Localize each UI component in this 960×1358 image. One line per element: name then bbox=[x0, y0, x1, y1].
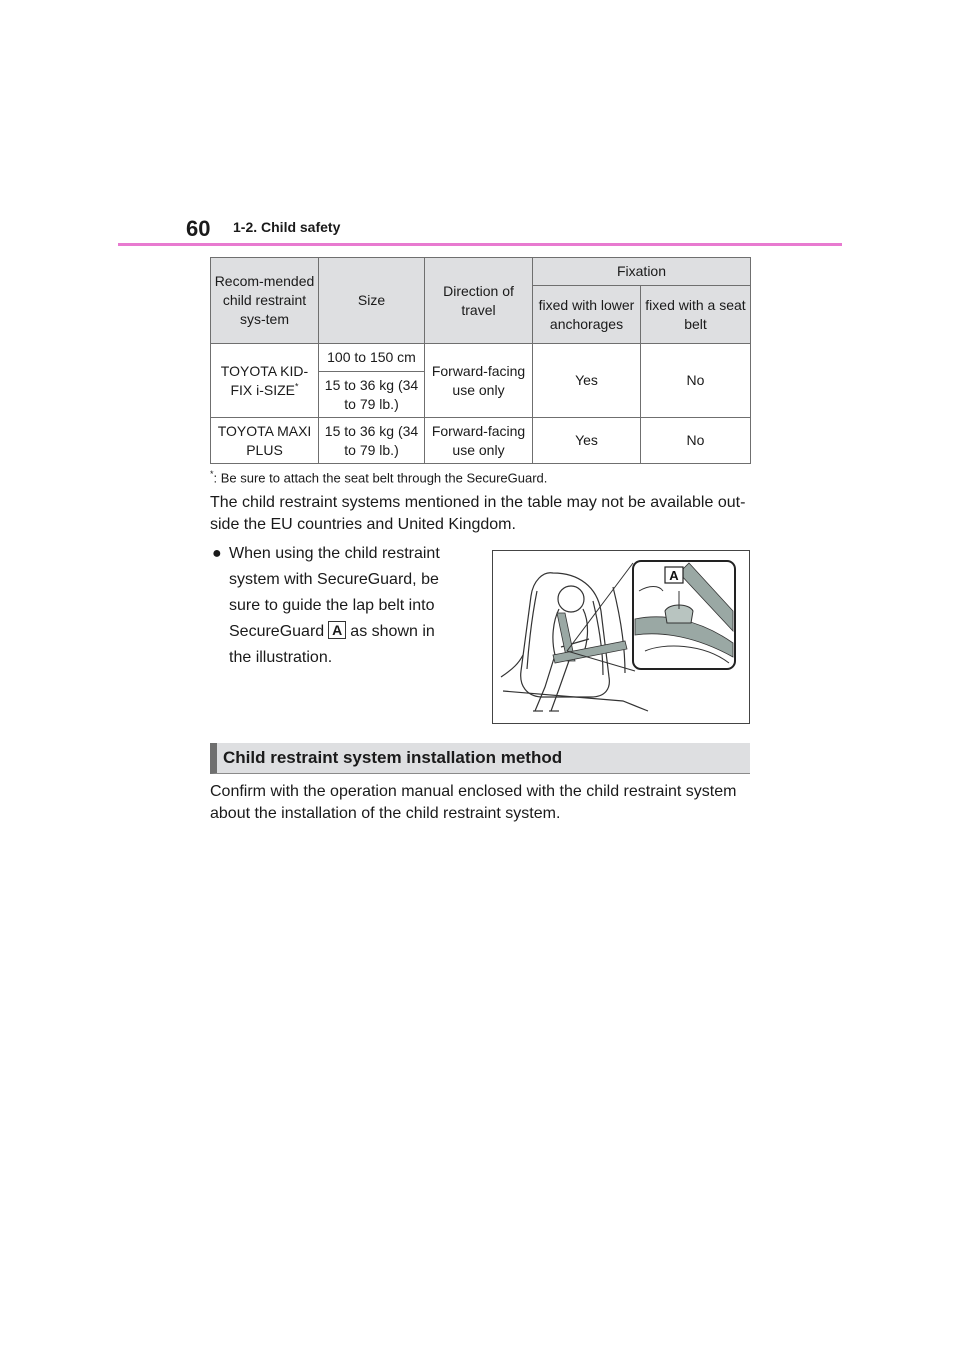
header-recommended: Recom-mended child restraint sys-tem bbox=[211, 258, 319, 344]
heading-text: Child restraint system installation method bbox=[223, 748, 563, 767]
section-title: 1-2. Child safety bbox=[233, 219, 341, 235]
installation-method-heading bbox=[210, 743, 750, 774]
header-fixed-lower: fixed with lower anchorages bbox=[533, 286, 641, 344]
footnote-mark: * bbox=[210, 469, 214, 479]
table-footnote bbox=[210, 469, 547, 485]
row1-name-text: TOYOTA KID-FIX i-SIZE bbox=[220, 362, 309, 398]
row1-lower: Yes bbox=[533, 344, 641, 418]
child-seat-icon bbox=[493, 551, 749, 723]
installation-paragraph: Confirm with the operation manual enclosed with the child restraint system about the installation of the child restraint system. bbox=[210, 783, 737, 822]
row2-belt: No bbox=[641, 418, 751, 464]
row1-direction: Forward-facing use only bbox=[425, 344, 533, 418]
bullet-icon: ● bbox=[212, 545, 222, 562]
row2-name: TOYOTA MAXI PLUS bbox=[211, 418, 319, 464]
row2-size: 15 to 36 kg (34 to 79 lb.) bbox=[319, 418, 425, 464]
row1-belt: No bbox=[641, 344, 751, 418]
row1-name bbox=[211, 344, 319, 418]
row1-name-mark: * bbox=[295, 380, 299, 391]
instruction-text-before: When using the child restraint system with SecureGuard, be sure to guide the lap belt into SecureGuard bbox=[229, 545, 440, 640]
header-rule bbox=[118, 243, 842, 246]
header-fixation: Fixation bbox=[533, 258, 751, 286]
row2-lower: Yes bbox=[533, 418, 641, 464]
secureguard-instruction bbox=[229, 541, 449, 671]
header-size: Size bbox=[319, 258, 425, 344]
footnote-text: : Be sure to attach the seat belt through the SecureGuard. bbox=[213, 470, 548, 486]
child-seat-illustration bbox=[492, 550, 750, 724]
row2-direction: Forward-facing use only bbox=[425, 418, 533, 464]
availability-paragraph: The child restraint systems mentioned in the table may not be available out-side the EU countries and United Kingdom. bbox=[210, 494, 746, 533]
child-restraint-table bbox=[210, 257, 751, 464]
header-fixed-belt: fixed with a seat belt bbox=[641, 286, 751, 344]
callout-a-label: A bbox=[669, 568, 679, 583]
header-direction: Direction of travel bbox=[425, 258, 533, 344]
row1-size-2: 15 to 36 kg (34 to 79 lb.) bbox=[319, 372, 425, 418]
instruction-text-after: as shown in the illustration. bbox=[229, 623, 435, 666]
page-number: 60 bbox=[186, 216, 211, 241]
row1-size-1: 100 to 150 cm bbox=[319, 344, 425, 372]
label-a-badge: A bbox=[328, 621, 346, 639]
